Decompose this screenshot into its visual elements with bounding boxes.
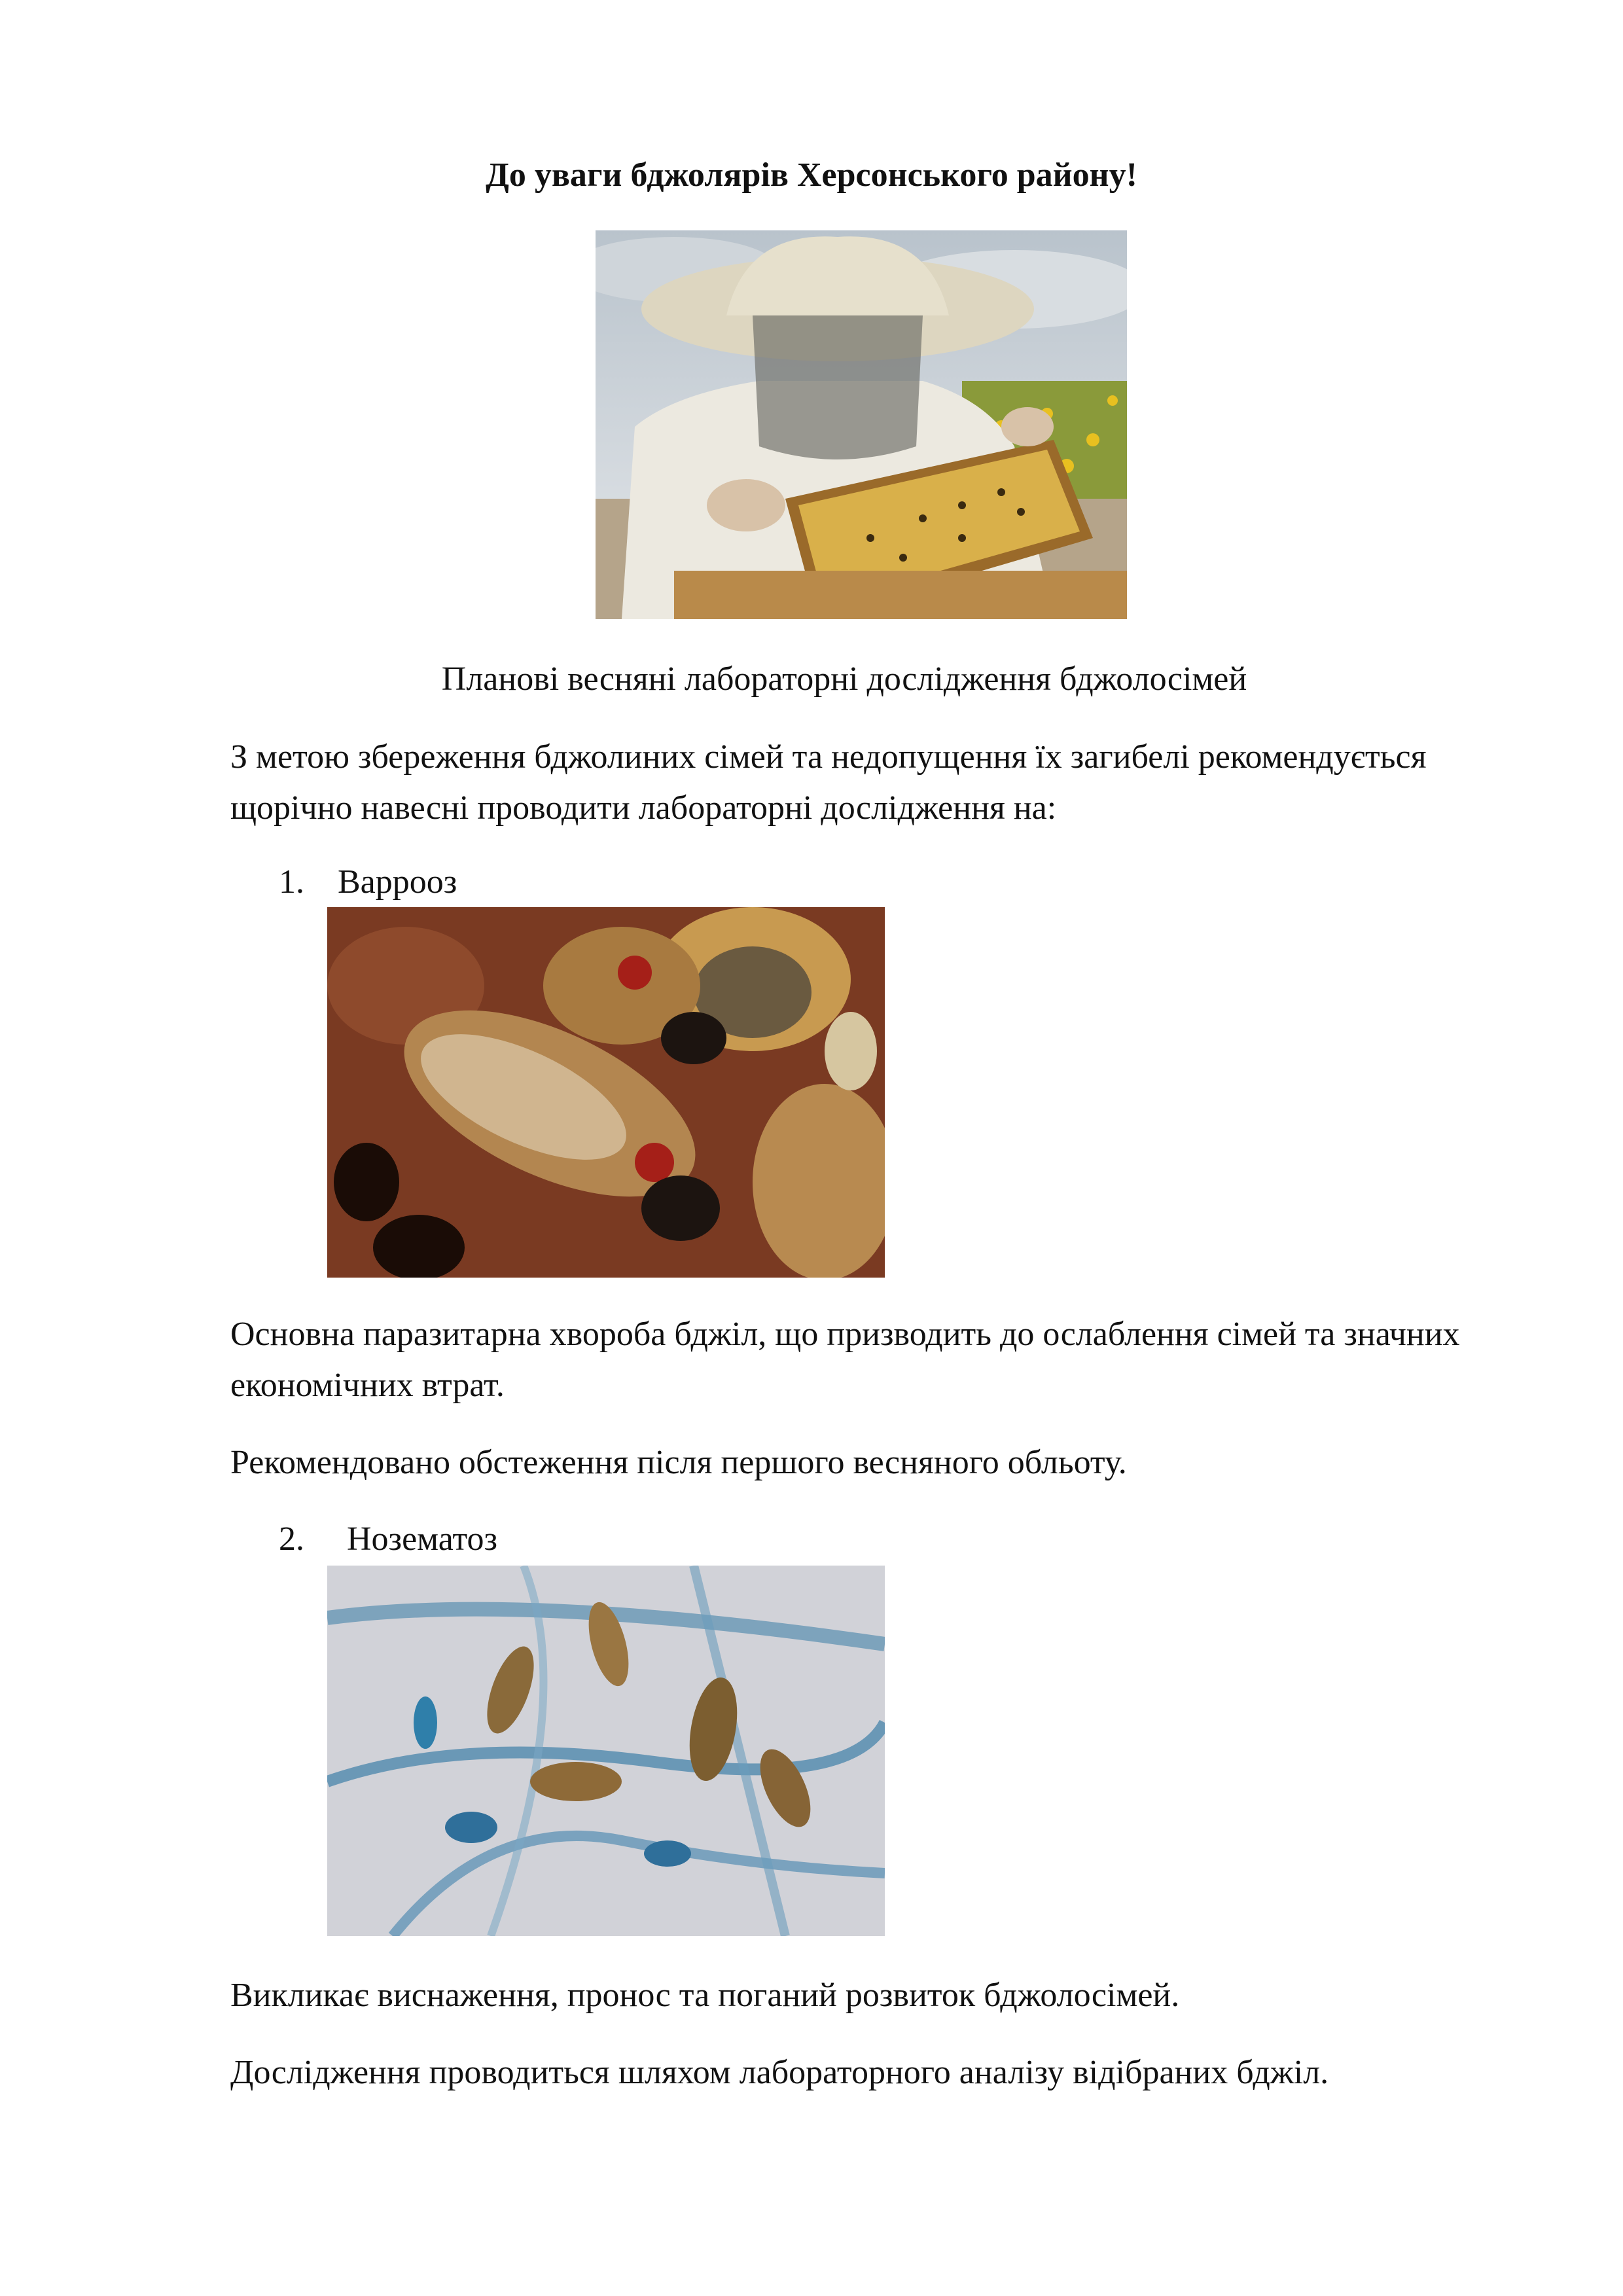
- document-subtitle: Планові весняні лабораторні дослідження бджолосімей: [441, 660, 1247, 698]
- nosematosis-recommendation: Дослідження проводиться шляхом лабораторного аналізу відібраних бджіл.: [230, 2054, 1329, 2091]
- varroa-mite-photo: [327, 907, 885, 1278]
- beekeeper-photo: [596, 230, 1127, 619]
- list-item-number: 1.: [279, 863, 304, 901]
- list-item-nosematosis: [279, 1520, 497, 1559]
- intro-paragraph: З метою збереження бджолиних сімей та недопущення їх загибелі рекомендується щорічно навесні проводити лабораторні дослідження на:: [230, 738, 1427, 827]
- nosematosis-description: Викликає виснаження, пронос та поганий розвиток бджолосімей.: [230, 1977, 1180, 2014]
- list-item-name: Варрооз: [338, 863, 457, 901]
- list-item-varroosis: [279, 863, 457, 902]
- varroosis-recommendation: Рекомендовано обстеження після першого весняного обльоту.: [230, 1444, 1127, 1481]
- list-item-name: Нозематоз: [347, 1520, 498, 1558]
- list-item-number: 2.: [279, 1520, 304, 1558]
- varroosis-description: Основна паразитарна хвороба бджіл, що призводить до ослаблення сімей та значних економічних втрат.: [230, 1316, 1460, 1404]
- nosema-microscope-photo: [327, 1566, 885, 1936]
- document-title: До уваги бджолярів Херсонського району!: [486, 156, 1137, 194]
